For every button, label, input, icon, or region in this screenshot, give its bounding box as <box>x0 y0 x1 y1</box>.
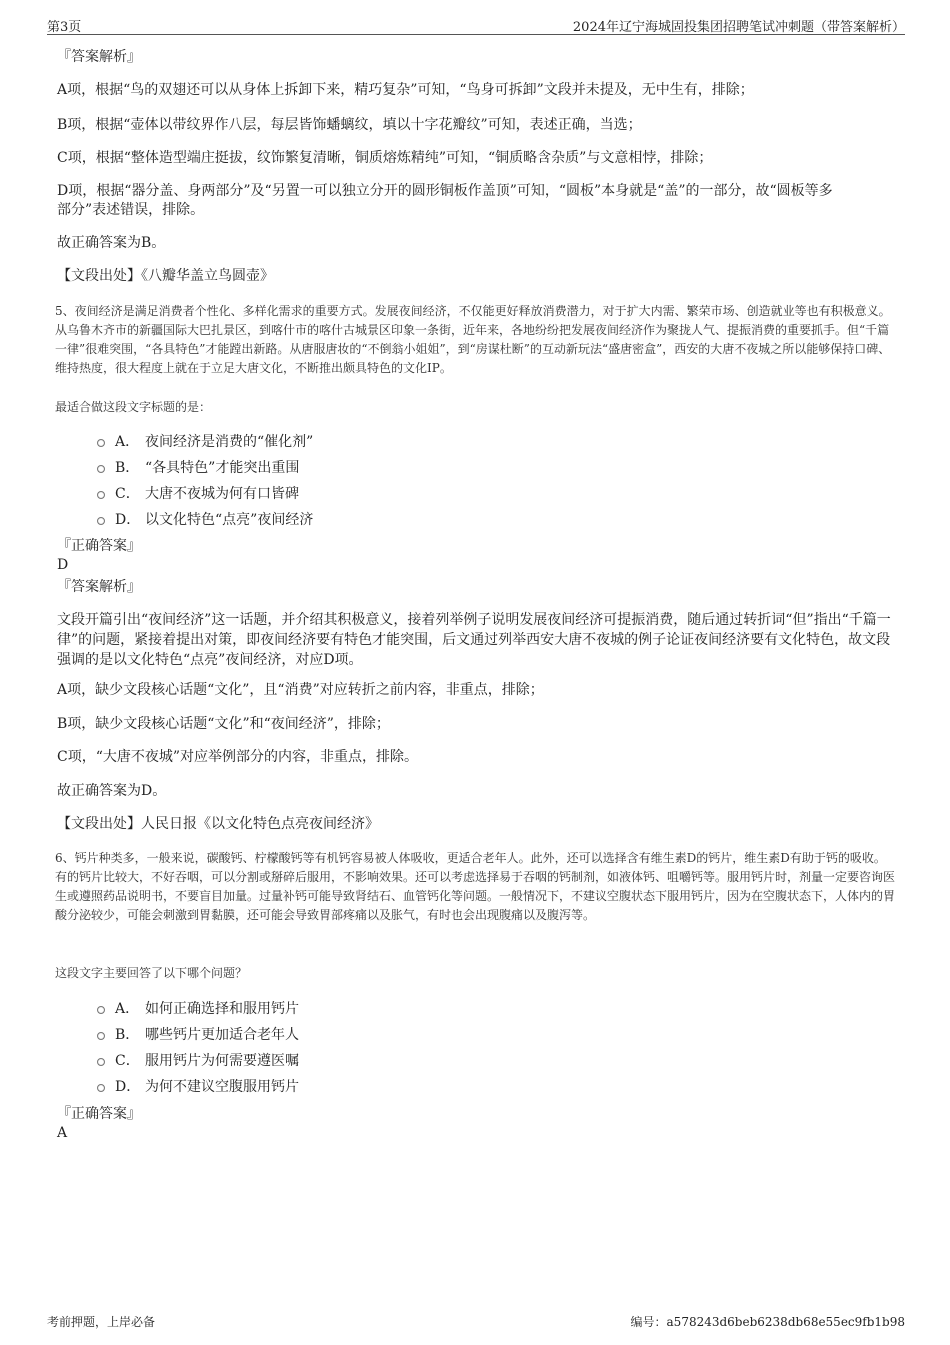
q5-option-a[interactable]: A． 夜间经济是消费的“催化剂” <box>97 428 313 454</box>
prev-source: 【文段出处】《八瓣华盖立鸟圆壶》 <box>57 268 274 284</box>
q5-options <box>97 428 313 532</box>
q5-analysis-label: 『答案解析』 <box>57 579 141 595</box>
q6-passage: 6、钙片种类多，一般来说，碳酸钙、柠檬酸钙等有机钙容易被人体吸收，更适合老年人。此外，还可以选择含有维生素D的钙片，维生素D有助于钙的吸收。有的钙片比较大，不好吞咽，可以分割或掰碎后服用，不影响效果。还可以考虑选择易于吞咽的钙制剂，如液体钙、咀嚼钙等。服用钙片时，剂量一定要咨询医生或遵照药品说明书，不要盲目加量。过量补钙可能导致肾结石、血管钙化等问题。一般情况下，不建议空腹状态下服用钙片，因为在空腹状态下，人体内的胃酸分泌较少，可能会刺激到胃黏膜，还可能会导致胃部疼痛以及胀气，有时也会出现腹痛以及腹泻等。 <box>55 851 896 922</box>
radio-button[interactable] <box>97 465 105 473</box>
prev-analysis-label: 『答案解析』 <box>57 49 141 65</box>
radio-button[interactable] <box>97 1084 105 1092</box>
q5-prompt: 最适合做这段文字标题的是： <box>55 400 212 414</box>
q5-passage: 5、夜间经济是满足消费者个性化、多样化需求的重要方式。发展夜间经济，不仅能更好释放消费潜力，对于扩大内需、繁荣市场、创造就业等也有积极意义。从乌鲁木齐市的新疆国际大巴扎景区，到喀什市的喀什古城景区印象一条街，近年来，各地纷纷把发展夜间经济作为聚拢人气、提振消费的重要抓手。但“千篇一律”很难突围，“各具特色”才能蹚出新路。从唐服唐妆的“不倒翁小姐姐”，到“房谋杜断”的互动新玩法“盛唐密盒”，西安的大唐不夜城之所以能够保持口碑、维持热度，很大程度上就在于立足大唐文化，不断推出颇具特色的文化IP。 <box>55 304 891 375</box>
q6-option-a[interactable]: A． 如何正确选择和服用钙片 <box>97 995 299 1021</box>
q6-answer: A <box>57 1125 68 1141</box>
q6-option-b[interactable]: B． 哪些钙片更加适合老年人 <box>97 1021 299 1047</box>
document-title: 2024年辽宁海城固投集团招聘笔试冲刺题（带答案解析） <box>572 20 905 35</box>
prev-conclusion: 故正确答案为B。 <box>57 235 166 251</box>
page-footer <box>47 1313 905 1331</box>
q6-option-d[interactable]: D． 为何不建议空腹服用钙片 <box>97 1073 299 1099</box>
prev-analysis-c: C项，根据“整体造型端庄挺拔，纹饰繁复清晰，铜质熔炼精纯”可知，“铜质略含杂质”与文意相悖，排除； <box>57 150 713 166</box>
radio-button[interactable] <box>97 517 105 525</box>
q6-answer-label: 『正确答案』 <box>57 1106 141 1122</box>
radio-button[interactable] <box>97 1058 105 1066</box>
radio-button[interactable] <box>97 491 105 499</box>
q5-conclusion: 故正确答案为D。 <box>57 783 167 799</box>
prev-analysis-b: B项，根据“壶体以带纹界作八层，每层皆饰蟠螭纹，填以十字花瓣纹”可知，表述正确，当选； <box>57 117 642 133</box>
prev-analysis-a: A项，根据“鸟的双翅还可以从身体上拆卸下来，精巧复杂”可知，“鸟身可拆卸”文段并未提及，无中生有，排除； <box>57 82 754 98</box>
q5-analysis-a: A项，缺少文段核心话题“文化”，且“消费”对应转折之前内容，非重点，排除； <box>57 682 544 698</box>
q5-analysis-main: 文段开篇引出“夜间经济”这一话题，并介绍其积极意义，接着列举例子说明发展夜间经济可提振消费，随后通过转折词“但”指出“千篇一律”的问题，紧接着提出对策，即夜间经济要有特色才能突围，后文通过列举西安大唐不夜城的例子论证夜间经济要有文化特色，故文段强调的是以文化特色“点亮”夜间经济，对应D项。 <box>57 612 891 668</box>
q6-option-c[interactable]: C． 服用钙片为何需要遵医嘱 <box>97 1047 299 1073</box>
q5-source: 【文段出处】人民日报《以文化特色点亮夜间经济》 <box>57 816 379 832</box>
page-number: 第3页 <box>47 20 82 35</box>
q5-answer: D <box>57 557 69 573</box>
q6-options <box>97 995 299 1099</box>
q5-option-b[interactable]: B． “各具特色”才能突出重围 <box>97 454 313 480</box>
page-header <box>47 14 905 35</box>
q6-prompt: 这段文字主要回答了以下哪个问题？ <box>55 966 248 980</box>
q5-option-c[interactable]: C． 大唐不夜城为何有口皆碑 <box>97 480 313 506</box>
q5-analysis-b: B项，缺少文段核心话题“文化”和“夜间经济”，排除； <box>57 716 390 732</box>
radio-button[interactable] <box>97 1006 105 1014</box>
radio-button[interactable] <box>97 1032 105 1040</box>
q5-option-d[interactable]: D． 以文化特色“点亮”夜间经济 <box>97 506 313 532</box>
radio-button[interactable] <box>97 439 105 447</box>
footer-slogan: 考前押题，上岸必备 <box>47 1315 156 1329</box>
prev-analysis-d1: D项，根据“器分盖、身两部分”及“另置一可以独立分开的圆形铜板作盖顶”可知，“圆板”本身就是“盖”的一部分，故“圆板等多 <box>57 183 833 199</box>
q5-answer-label: 『正确答案』 <box>57 538 141 554</box>
q5-analysis-c: C项，“大唐不夜城”对应举例部分的内容，非重点，排除。 <box>57 749 419 765</box>
footer-serial: 编号：a578243d6beb6238db68e55ec9fb1b98 <box>630 1315 905 1329</box>
prev-analysis-d2: 部分”表述错误，排除。 <box>57 202 205 218</box>
